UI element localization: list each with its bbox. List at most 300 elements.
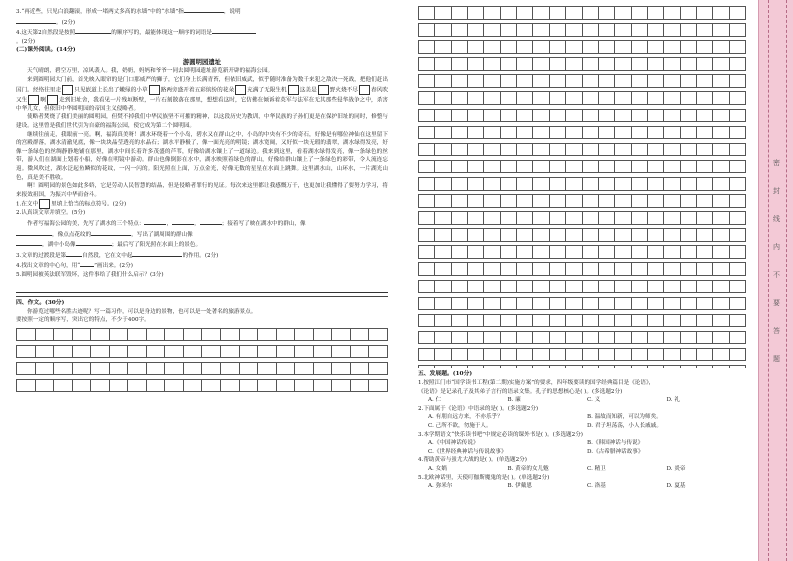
grid-cell[interactable] [566, 229, 582, 242]
grid-cell[interactable] [184, 329, 203, 341]
grid-cell[interactable] [599, 263, 615, 276]
grid-cell[interactable] [566, 281, 582, 294]
grid-cell[interactable] [517, 263, 533, 276]
grid-cell[interactable] [566, 75, 582, 88]
grid-cell[interactable] [599, 24, 615, 37]
grid-cell[interactable] [550, 298, 566, 311]
option-d[interactable]: D. 君子坦荡荡，小人长戚戚。 [587, 422, 662, 429]
grid-cell[interactable] [730, 58, 746, 71]
grid-cell[interactable] [599, 41, 615, 54]
punctuation-box[interactable] [62, 85, 73, 95]
grid-cell[interactable] [468, 161, 484, 174]
grid-cell[interactable] [713, 366, 729, 368]
writing-grid-row[interactable] [418, 23, 746, 37]
grid-cell[interactable] [258, 363, 277, 375]
writing-grid-row[interactable] [418, 348, 746, 362]
grid-cell[interactable] [54, 329, 73, 341]
grid-cell[interactable] [452, 75, 468, 88]
grid-cell[interactable] [550, 366, 566, 368]
grid-cell[interactable] [599, 127, 615, 140]
grid-cell[interactable] [277, 363, 296, 375]
grid-cell[interactable] [697, 332, 713, 345]
grid-cell[interactable] [202, 380, 221, 392]
grid-cell[interactable] [533, 7, 549, 20]
option-a[interactable]: A. 仁 [428, 397, 442, 404]
writing-grid-row[interactable] [418, 314, 746, 328]
grid-cell[interactable] [517, 298, 533, 311]
grid-cell[interactable] [533, 24, 549, 37]
grid-cell[interactable] [730, 24, 746, 37]
grid-cell[interactable] [369, 329, 388, 341]
grid-cell[interactable] [295, 346, 314, 358]
grid-cell[interactable] [632, 195, 648, 208]
grid-cell[interactable] [566, 298, 582, 311]
punctuation-box[interactable] [28, 95, 39, 105]
grid-cell[interactable] [615, 127, 631, 140]
writing-grid-row[interactable] [418, 262, 746, 276]
punctuation-box[interactable] [149, 85, 160, 95]
grid-cell[interactable] [501, 75, 517, 88]
grid-cell[interactable] [550, 75, 566, 88]
grid-cell[interactable] [730, 144, 746, 157]
grid-cell[interactable] [517, 212, 533, 225]
grid-cell[interactable] [583, 127, 599, 140]
grid-cell[interactable] [615, 281, 631, 294]
grid-cell[interactable] [517, 229, 533, 242]
grid-cell[interactable] [110, 363, 129, 375]
grid-cell[interactable] [599, 110, 615, 123]
grid-cell[interactable] [501, 161, 517, 174]
grid-cell[interactable] [468, 178, 484, 191]
grid-cell[interactable] [566, 366, 582, 368]
grid-cell[interactable] [648, 7, 664, 20]
writing-grid-row[interactable] [418, 109, 746, 123]
grid-cell[interactable] [36, 380, 55, 392]
grid-cell[interactable] [664, 263, 680, 276]
grid-cell[interactable] [501, 195, 517, 208]
grid-cell[interactable] [599, 246, 615, 259]
grid-cell[interactable] [128, 363, 147, 375]
writing-grid-row[interactable] [418, 6, 746, 20]
grid-cell[interactable] [128, 380, 147, 392]
grid-cell[interactable] [550, 127, 566, 140]
grid-cell[interactable] [501, 366, 517, 368]
grid-cell[interactable] [583, 161, 599, 174]
grid-cell[interactable] [632, 24, 648, 37]
grid-cell[interactable] [110, 346, 129, 358]
writing-grid-row[interactable] [418, 331, 746, 345]
grid-cell[interactable] [484, 41, 500, 54]
grid-cell[interactable] [435, 161, 451, 174]
grid-cell[interactable] [533, 298, 549, 311]
grid-cell[interactable] [484, 127, 500, 140]
grid-cell[interactable] [730, 263, 746, 276]
grid-cell[interactable] [664, 127, 680, 140]
answer-blank[interactable] [16, 229, 52, 236]
grid-cell[interactable] [664, 298, 680, 311]
grid-cell[interactable] [550, 349, 566, 362]
grid-cell[interactable] [566, 178, 582, 191]
grid-cell[interactable] [697, 349, 713, 362]
grid-cell[interactable] [664, 246, 680, 259]
grid-cell[interactable] [681, 263, 697, 276]
grid-cell[interactable] [632, 229, 648, 242]
grid-cell[interactable] [697, 41, 713, 54]
grid-cell[interactable] [435, 58, 451, 71]
grid-cell[interactable] [681, 229, 697, 242]
writing-grid-row[interactable] [418, 297, 746, 311]
grid-cell[interactable] [435, 127, 451, 140]
grid-cell[interactable] [599, 7, 615, 20]
grid-cell[interactable] [452, 195, 468, 208]
answer-blank[interactable] [132, 250, 182, 257]
grid-cell[interactable] [452, 24, 468, 37]
grid-cell[interactable] [615, 161, 631, 174]
punctuation-box[interactable] [235, 85, 246, 95]
grid-cell[interactable] [240, 380, 259, 392]
grid-cell[interactable] [664, 7, 680, 20]
grid-cell[interactable] [533, 75, 549, 88]
answer-blank[interactable] [75, 27, 111, 34]
grid-cell[interactable] [517, 349, 533, 362]
grid-cell[interactable] [128, 346, 147, 358]
option-b[interactable]: B. 廉 [507, 397, 521, 404]
grid-cell[interactable] [419, 75, 435, 88]
grid-cell[interactable] [501, 58, 517, 71]
grid-cell[interactable] [648, 281, 664, 294]
grid-cell[interactable] [615, 212, 631, 225]
option-c[interactable]: C. 己所不欲，勿施于人。 [428, 422, 492, 429]
grid-cell[interactable] [648, 110, 664, 123]
grid-cell[interactable] [632, 161, 648, 174]
grid-cell[interactable] [566, 315, 582, 328]
grid-cell[interactable] [583, 75, 599, 88]
grid-cell[interactable] [713, 161, 729, 174]
grid-cell[interactable] [452, 92, 468, 105]
grid-cell[interactable] [697, 178, 713, 191]
grid-cell[interactable] [468, 110, 484, 123]
grid-cell[interactable] [165, 346, 184, 358]
grid-cell[interactable] [583, 110, 599, 123]
grid-cell[interactable] [468, 298, 484, 311]
grid-cell[interactable] [517, 315, 533, 328]
grid-cell[interactable] [165, 363, 184, 375]
option-c[interactable]: C. 义 [587, 397, 601, 404]
grid-cell[interactable] [632, 332, 648, 345]
grid-cell[interactable] [550, 263, 566, 276]
grid-cell[interactable] [435, 178, 451, 191]
grid-cell[interactable] [533, 366, 549, 368]
answer-blank[interactable] [212, 27, 256, 34]
grid-cell[interactable] [484, 315, 500, 328]
grid-cell[interactable] [566, 144, 582, 157]
grid-cell[interactable] [664, 332, 680, 345]
grid-cell[interactable] [664, 41, 680, 54]
grid-cell[interactable] [713, 332, 729, 345]
grid-cell[interactable] [419, 298, 435, 311]
grid-cell[interactable] [648, 229, 664, 242]
grid-cell[interactable] [599, 161, 615, 174]
grid-cell[interactable] [697, 24, 713, 37]
grid-cell[interactable] [550, 110, 566, 123]
answer-blank[interactable] [172, 218, 194, 225]
grid-cell[interactable] [468, 92, 484, 105]
grid-cell[interactable] [681, 315, 697, 328]
grid-cell[interactable] [615, 144, 631, 157]
grid-cell[interactable] [468, 75, 484, 88]
grid-cell[interactable] [258, 346, 277, 358]
grid-cell[interactable] [730, 332, 746, 345]
grid-cell[interactable] [501, 246, 517, 259]
grid-cell[interactable] [435, 110, 451, 123]
grid-cell[interactable] [632, 315, 648, 328]
grid-cell[interactable] [566, 58, 582, 71]
grid-cell[interactable] [681, 178, 697, 191]
grid-cell[interactable] [566, 195, 582, 208]
grid-cell[interactable] [484, 366, 500, 368]
grid-cell[interactable] [697, 263, 713, 276]
grid-cell[interactable] [468, 7, 484, 20]
grid-cell[interactable] [435, 229, 451, 242]
grid-cell[interactable] [517, 332, 533, 345]
grid-cell[interactable] [484, 24, 500, 37]
grid-cell[interactable] [184, 346, 203, 358]
grid-cell[interactable] [36, 329, 55, 341]
grid-cell[interactable] [17, 380, 36, 392]
grid-cell[interactable] [550, 246, 566, 259]
grid-cell[interactable] [599, 315, 615, 328]
grid-cell[interactable] [484, 92, 500, 105]
grid-cell[interactable] [501, 144, 517, 157]
grid-cell[interactable] [615, 7, 631, 20]
grid-cell[interactable] [501, 127, 517, 140]
grid-cell[interactable] [468, 229, 484, 242]
grid-cell[interactable] [517, 41, 533, 54]
grid-cell[interactable] [221, 329, 240, 341]
grid-cell[interactable] [730, 229, 746, 242]
grid-cell[interactable] [351, 346, 370, 358]
grid-cell[interactable] [110, 380, 129, 392]
writing-grid-row[interactable] [16, 328, 388, 341]
grid-cell[interactable] [664, 110, 680, 123]
grid-cell[interactable] [484, 110, 500, 123]
grid-cell[interactable] [615, 298, 631, 311]
option-b[interactable]: B. 伊戴恩 [507, 483, 532, 490]
grid-cell[interactable] [277, 346, 296, 358]
grid-cell[interactable] [713, 92, 729, 105]
grid-cell[interactable] [681, 127, 697, 140]
grid-cell[interactable] [599, 229, 615, 242]
grid-cell[interactable] [550, 144, 566, 157]
grid-cell[interactable] [713, 281, 729, 294]
grid-cell[interactable] [583, 281, 599, 294]
writing-grid-row[interactable] [418, 245, 746, 259]
grid-cell[interactable] [452, 366, 468, 368]
grid-cell[interactable] [566, 161, 582, 174]
grid-cell[interactable] [54, 380, 73, 392]
grid-cell[interactable] [419, 110, 435, 123]
grid-cell[interactable] [533, 246, 549, 259]
grid-cell[interactable] [730, 92, 746, 105]
grid-cell[interactable] [54, 346, 73, 358]
punctuation-box[interactable] [288, 85, 299, 95]
answer-blank[interactable] [144, 218, 166, 225]
grid-cell[interactable] [221, 363, 240, 375]
grid-cell[interactable] [184, 363, 203, 375]
grid-cell[interactable] [419, 92, 435, 105]
grid-cell[interactable] [664, 178, 680, 191]
grid-cell[interactable] [583, 349, 599, 362]
grid-cell[interactable] [147, 346, 166, 358]
grid-cell[interactable] [632, 58, 648, 71]
grid-cell[interactable] [697, 161, 713, 174]
grid-cell[interactable] [599, 144, 615, 157]
grid-cell[interactable] [351, 329, 370, 341]
grid-cell[interactable] [583, 229, 599, 242]
grid-cell[interactable] [583, 315, 599, 328]
grid-cell[interactable] [730, 110, 746, 123]
grid-cell[interactable] [501, 315, 517, 328]
grid-cell[interactable] [468, 315, 484, 328]
grid-cell[interactable] [419, 246, 435, 259]
grid-cell[interactable] [648, 58, 664, 71]
grid-cell[interactable] [664, 315, 680, 328]
grid-cell[interactable] [632, 7, 648, 20]
grid-cell[interactable] [517, 24, 533, 37]
grid-cell[interactable] [632, 366, 648, 368]
grid-cell[interactable] [730, 161, 746, 174]
grid-cell[interactable] [452, 127, 468, 140]
grid-cell[interactable] [632, 298, 648, 311]
grid-cell[interactable] [730, 41, 746, 54]
grid-cell[interactable] [17, 346, 36, 358]
grid-cell[interactable] [681, 212, 697, 225]
grid-cell[interactable] [664, 212, 680, 225]
grid-cell[interactable] [550, 212, 566, 225]
writing-grid-row[interactable] [418, 160, 746, 174]
grid-cell[interactable] [599, 332, 615, 345]
grid-cell[interactable] [648, 298, 664, 311]
grid-cell[interactable] [681, 58, 697, 71]
grid-cell[interactable] [566, 349, 582, 362]
grid-cell[interactable] [599, 349, 615, 362]
grid-cell[interactable] [501, 298, 517, 311]
grid-cell[interactable] [435, 75, 451, 88]
grid-cell[interactable] [419, 58, 435, 71]
grid-cell[interactable] [615, 110, 631, 123]
punctuation-box[interactable] [359, 85, 370, 95]
option-b[interactable]: B.《韩国神话与传说》 [587, 440, 644, 447]
grid-cell[interactable] [566, 110, 582, 123]
grid-cell[interactable] [713, 110, 729, 123]
grid-cell[interactable] [435, 92, 451, 105]
grid-cell[interactable] [599, 212, 615, 225]
grid-cell[interactable] [697, 298, 713, 311]
grid-cell[interactable] [517, 178, 533, 191]
grid-cell[interactable] [184, 380, 203, 392]
grid-cell[interactable] [484, 212, 500, 225]
grid-cell[interactable] [435, 24, 451, 37]
grid-cell[interactable] [484, 298, 500, 311]
grid-cell[interactable] [221, 346, 240, 358]
grid-cell[interactable] [314, 363, 333, 375]
grid-cell[interactable] [713, 212, 729, 225]
grid-cell[interactable] [713, 58, 729, 71]
writing-grid-row[interactable] [418, 40, 746, 54]
grid-cell[interactable] [501, 41, 517, 54]
grid-cell[interactable] [681, 366, 697, 368]
grid-cell[interactable] [730, 178, 746, 191]
grid-cell[interactable] [91, 380, 110, 392]
option-c[interactable]: C.《世界经典神话与传说故事》 [428, 448, 507, 455]
grid-cell[interactable] [697, 127, 713, 140]
grid-cell[interactable] [17, 363, 36, 375]
grid-cell[interactable] [615, 332, 631, 345]
grid-cell[interactable] [681, 332, 697, 345]
grid-cell[interactable] [713, 349, 729, 362]
grid-cell[interactable] [484, 7, 500, 20]
grid-cell[interactable] [501, 281, 517, 294]
grid-cell[interactable] [648, 366, 664, 368]
grid-cell[interactable] [681, 24, 697, 37]
grid-cell[interactable] [332, 363, 351, 375]
grid-cell[interactable] [681, 195, 697, 208]
grid-cell[interactable] [91, 329, 110, 341]
grid-cell[interactable] [599, 178, 615, 191]
composition-grid-right[interactable] [418, 6, 746, 368]
grid-cell[interactable] [468, 349, 484, 362]
grid-cell[interactable] [664, 349, 680, 362]
grid-cell[interactable] [599, 298, 615, 311]
writing-grid-row[interactable] [418, 211, 746, 225]
option-b[interactable]: B. 黄帝的女儿魃 [507, 465, 549, 472]
grid-cell[interactable] [632, 110, 648, 123]
grid-cell[interactable] [583, 41, 599, 54]
grid-cell[interactable] [583, 92, 599, 105]
grid-cell[interactable] [165, 380, 184, 392]
grid-cell[interactable] [648, 75, 664, 88]
grid-cell[interactable] [713, 263, 729, 276]
grid-cell[interactable] [632, 178, 648, 191]
grid-cell[interactable] [419, 332, 435, 345]
grid-cell[interactable] [583, 366, 599, 368]
grid-cell[interactable] [517, 195, 533, 208]
grid-cell[interactable] [332, 346, 351, 358]
grid-cell[interactable] [615, 178, 631, 191]
grid-cell[interactable] [501, 263, 517, 276]
grid-cell[interactable] [435, 315, 451, 328]
grid-cell[interactable] [615, 229, 631, 242]
grid-cell[interactable] [54, 363, 73, 375]
grid-cell[interactable] [566, 263, 582, 276]
grid-cell[interactable] [632, 144, 648, 157]
grid-cell[interactable] [91, 346, 110, 358]
grid-cell[interactable] [91, 363, 110, 375]
grid-cell[interactable] [583, 195, 599, 208]
grid-cell[interactable] [221, 380, 240, 392]
grid-cell[interactable] [452, 229, 468, 242]
grid-cell[interactable] [202, 346, 221, 358]
grid-cell[interactable] [484, 195, 500, 208]
grid-cell[interactable] [713, 75, 729, 88]
grid-cell[interactable] [419, 349, 435, 362]
option-d[interactable]: D. 夏基 [666, 483, 686, 490]
grid-cell[interactable] [648, 178, 664, 191]
writing-grid-row[interactable] [418, 177, 746, 191]
grid-cell[interactable] [332, 329, 351, 341]
grid-cell[interactable] [632, 246, 648, 259]
grid-cell[interactable] [615, 41, 631, 54]
